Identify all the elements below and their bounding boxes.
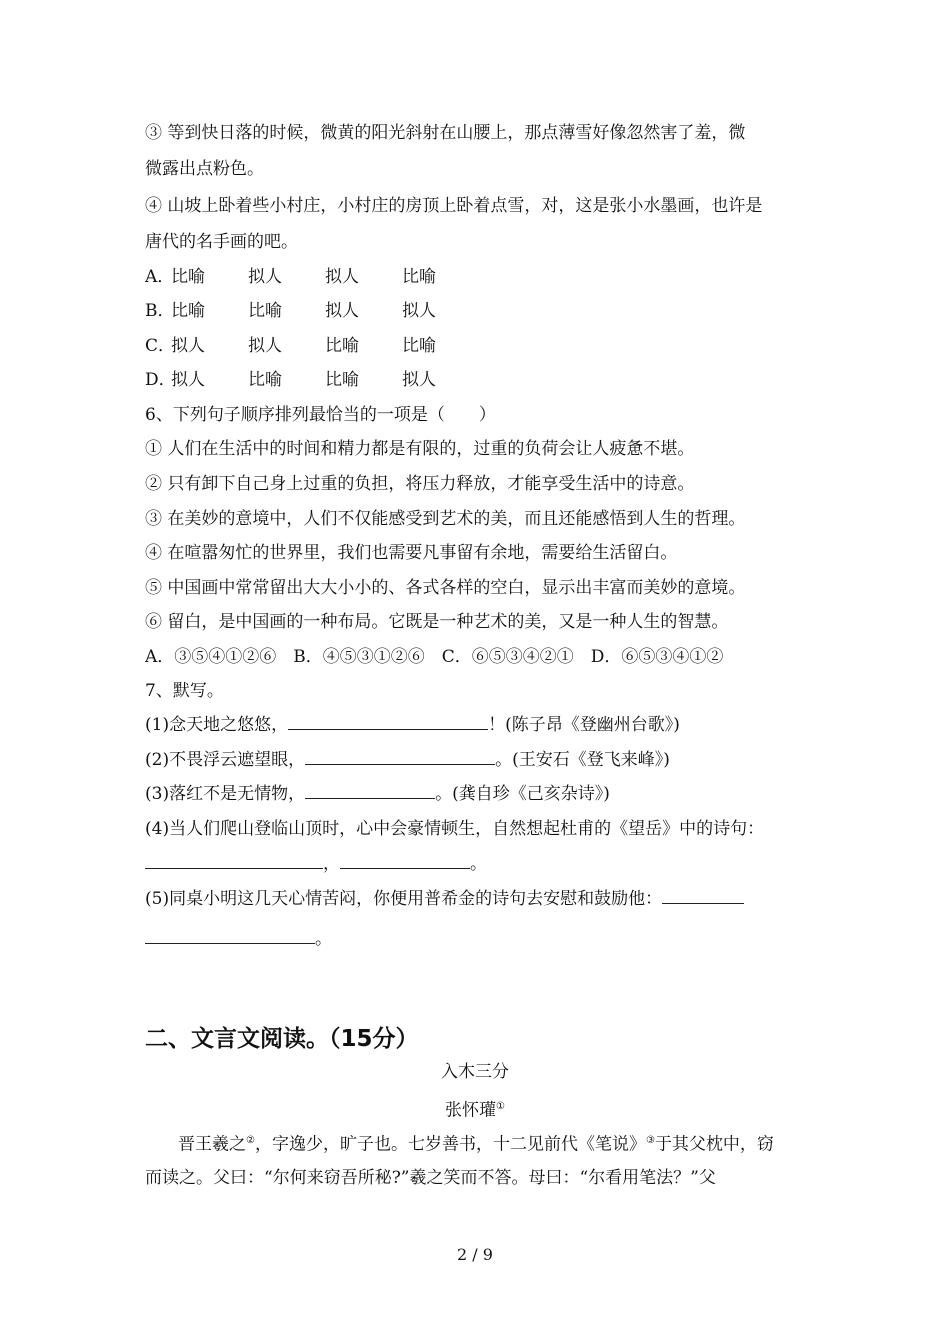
para-text: 晋王羲之 <box>178 1134 246 1155</box>
answer-blank[interactable] <box>305 784 435 799</box>
option-item: 拟人 <box>248 267 282 287</box>
answer-blank[interactable] <box>145 929 315 944</box>
q6-sentence-3: ③ 在美妙的意境中，人们不仅能感受到艺术的美，而且还能感悟到人生的哲理。 <box>145 509 746 529</box>
q7-p5-end: 。 <box>315 929 332 949</box>
option-item: 拟人 <box>171 336 205 356</box>
q7-part-3 <box>145 783 815 805</box>
q6-sentence-6: ⑥ 留白，是中国画的一种布局。它既是一种艺术的美，又是一种人生的智慧。 <box>145 612 729 632</box>
q5-item4-line2: 唐代的名手画的吧。 <box>145 232 298 252</box>
option-item: 拟人 <box>402 370 436 390</box>
q7-p1-suffix: ！(陈子昂《登幽州台歌》) <box>488 715 680 735</box>
option-item: 比喻 <box>325 370 359 390</box>
q6-sentence-5: ⑤ 中国画中常常留出大大小小的、各式各样的空白，显示出丰富而美妙的意境。 <box>145 578 746 598</box>
q7-p5-text: (5)同桌小明这几天心情苦闷，你便用普希金的诗句去安慰和鼓励他： <box>145 889 663 909</box>
q7-part-5 <box>145 888 815 910</box>
q7-p2-prefix: (2)不畏浮云遮望眼， <box>145 750 306 770</box>
option-item: 拟人 <box>248 336 282 356</box>
option-item: 比喻 <box>248 370 282 390</box>
option-item: 拟人 <box>171 370 205 390</box>
option-label: D． <box>145 370 176 390</box>
article-title: 入木三分 <box>441 1062 509 1082</box>
article-author <box>0 1096 950 1122</box>
q7-p3-prefix: (3)落红不是无情物， <box>145 784 306 804</box>
answer-blank[interactable] <box>305 750 495 765</box>
footnote-marker: ② <box>246 1135 255 1146</box>
q7-part-5-answer <box>145 928 815 950</box>
q6-sentence-4: ④ 在喧嚣匆忙的世界里，我们也需要凡事留有余地，需要给生活留白。 <box>145 543 678 563</box>
footnote-marker: ③ <box>645 1135 655 1146</box>
article-para-line2: 而读之。父曰：“尔何来窃吾所秘?”羲之笑而不答。母曰：“尔看用笔法？”父 <box>145 1168 716 1188</box>
q7-part-2 <box>145 749 815 771</box>
author-name: 张怀瓘 <box>445 1100 497 1121</box>
q6-stem: 6、下列句子顺序排列最恰当的一项是（ ） <box>145 405 496 425</box>
q6-choices: A．③⑤④①②⑥ B．④⑤③①②⑥ C．⑥⑤③④②① D．⑥⑤③④①② <box>145 647 724 667</box>
option-label: A． <box>145 267 175 287</box>
para-text: ，字逸少，旷子也。七岁善书，十二见前代《笔说》 <box>254 1134 646 1155</box>
answer-blank[interactable] <box>288 715 488 730</box>
q5-option-d <box>145 369 815 391</box>
option-item: 比喻 <box>402 267 436 287</box>
option-item: 比喻 <box>402 336 436 356</box>
option-item: 拟人 <box>402 301 436 321</box>
footnote-marker: ① <box>496 1101 505 1112</box>
option-item: 比喻 <box>171 267 205 287</box>
option-label: C． <box>145 336 176 356</box>
q7-p4-separator: ， <box>323 854 340 874</box>
q7-p3-suffix: 。(龚自珍《己亥杂诗》) <box>435 784 610 804</box>
q6-sentence-1: ① 人们在生活中的时间和精力都是有限的，过重的负荷会让人疲惫不堪。 <box>145 439 695 459</box>
q7-p2-suffix: 。(王安石《登飞来峰》) <box>495 750 670 770</box>
para-text: 于其父枕中，窃 <box>654 1134 774 1155</box>
q5-option-c <box>145 335 815 357</box>
q5-item4-line1: ④ 山坡上卧着些小村庄，小村庄的房顶上卧着点雪，对，这是张小水墨画，也许是 <box>145 196 763 216</box>
option-item: 比喻 <box>248 301 282 321</box>
page-number: 2 / 9 <box>457 1245 493 1264</box>
answer-blank[interactable] <box>340 854 470 869</box>
section-title: 二、文言文阅读。（15分） <box>145 1026 419 1052</box>
option-label: B． <box>145 301 175 321</box>
q7-p1-prefix: (1)念天地之悠悠， <box>145 715 289 735</box>
q7-part-4-answers <box>145 853 815 875</box>
q5-item3-line2: 微露出点粉色。 <box>145 159 264 179</box>
article-para-line1 <box>178 1130 818 1156</box>
q5-option-b <box>145 300 815 322</box>
option-item: 比喻 <box>325 336 359 356</box>
q5-option-a <box>145 266 815 288</box>
q7-p4-end: 。 <box>470 854 487 874</box>
answer-blank[interactable] <box>145 854 323 869</box>
option-item: 比喻 <box>171 301 205 321</box>
q5-item3-line1: ③ 等到快日落的时候，微黄的阳光斜射在山腰上，那点薄雪好像忽然害了羞，微 <box>145 123 746 143</box>
q6-sentence-2: ② 只有卸下自己身上过重的负担，将压力释放，才能享受生活中的诗意。 <box>145 474 695 494</box>
q7-stem: 7、默写。 <box>145 681 224 701</box>
option-item: 拟人 <box>325 267 359 287</box>
q7-part-4: (4)当人们爬山登临山顶时，心中会豪情顿生，自然想起杜甫的《望岳》中的诗句： <box>145 819 765 839</box>
q7-part-1 <box>145 714 815 736</box>
answer-blank[interactable] <box>662 889 744 904</box>
option-item: 拟人 <box>325 301 359 321</box>
